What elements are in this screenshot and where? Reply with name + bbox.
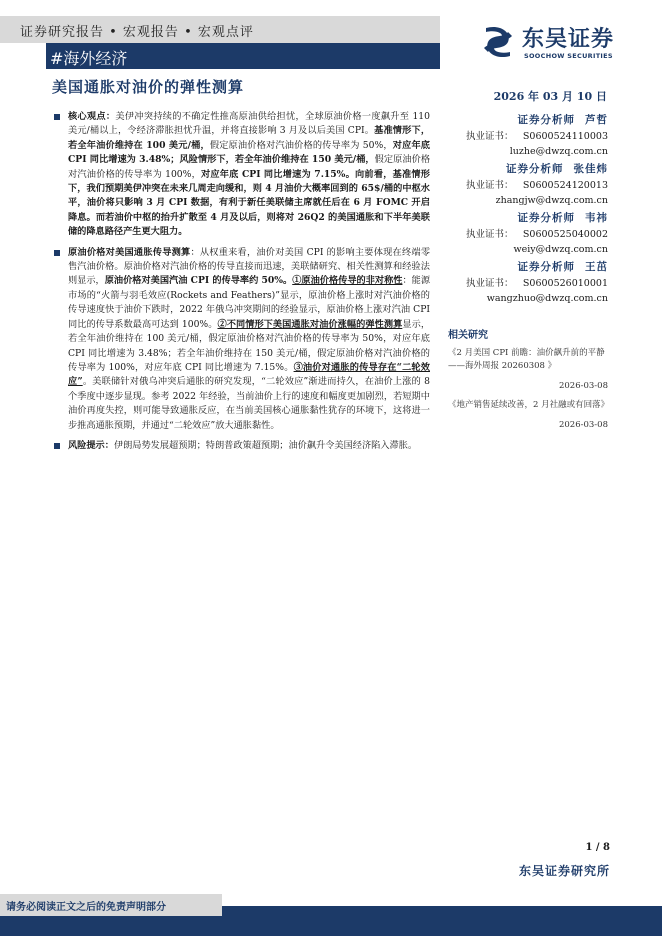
transmission-label: 原油价格对美国通胀传导测算 xyxy=(68,246,191,258)
analyst-title: 证券分析师 xyxy=(517,114,575,126)
company-logo xyxy=(478,20,648,64)
related-item[interactable]: 《2 月美国 CPI 前瞻：油价飙升前的平静——海外周报 20260308 》 xyxy=(448,348,605,371)
analyst-card xyxy=(466,259,608,306)
analyst-card xyxy=(466,161,608,208)
bullet-square-icon xyxy=(54,250,60,256)
license-number: S0600524120013 xyxy=(522,180,608,191)
logo-mark-icon xyxy=(478,22,518,62)
analyst-card xyxy=(466,112,608,159)
risk-paragraph xyxy=(52,439,430,453)
underlined-run: ①原油价格传导的非对称性 xyxy=(292,275,403,287)
footer-disclaimer: 请务必阅读正文之后的免责声明部分 xyxy=(6,902,166,913)
footer-navy-strip xyxy=(0,916,662,936)
topic-tag-band xyxy=(46,43,440,69)
bullet-square-icon xyxy=(54,443,60,449)
bold-run: 基准情形下，若全年油价维持在 100 美元/桶， xyxy=(68,125,431,151)
header-band xyxy=(0,16,440,43)
analyst-panel xyxy=(466,112,608,308)
text-run: 伊朗局势发展超预期；特朗普政策超预期；油价飙升令美国经济陷入滞胀。 xyxy=(113,439,418,451)
main-content xyxy=(52,110,430,459)
analyst-name: 张佳炜 xyxy=(573,163,608,175)
underlined-run: ③油价对通胀的传导存在“二轮效应” xyxy=(68,361,430,388)
breadcrumb: 证券研究报告 • 宏观报告 • 宏观点评 xyxy=(20,25,254,40)
analyst-title: 证券分析师 xyxy=(517,261,575,273)
logo-chinese-name: 东吴证券 xyxy=(522,27,615,52)
analyst-name: 王茁 xyxy=(585,261,608,273)
report-title: 美国通胀对油价的弹性测算 xyxy=(52,78,245,96)
license-number: S0600526010001 xyxy=(522,278,608,289)
analyst-email[interactable]: weiy@dwzq.com.cn xyxy=(513,244,608,255)
analyst-title: 证券分析师 xyxy=(517,212,575,224)
footer-institute: 东吴证券研究所 xyxy=(518,864,610,878)
bold-run: 对应年底 CPI 同比增速为 3.48%；风险情形下，若全年油价维持在 150 美元/桶， xyxy=(68,139,430,166)
analyst-email[interactable]: zhangjw@dwzq.com.cn xyxy=(495,195,608,206)
key-points-label: 核心观点： xyxy=(68,111,116,122)
license-label: 执业证书： xyxy=(466,131,514,142)
license-number: S0600525040002 xyxy=(522,229,608,240)
analyst-name: 芦哲 xyxy=(585,114,608,126)
bullet-square-icon xyxy=(54,114,60,120)
related-item[interactable]: 《地产销售延续改善，2 月社融或有回落》 xyxy=(448,400,610,410)
transmission-paragraph xyxy=(52,246,430,433)
related-heading: 相关研究 xyxy=(448,330,488,341)
text-run: ：能源市场的“火箭与羽毛效应(Rockets and Feathers)”显示，原油价格上涨时对汽油价格的传导速度快于油价下跌时，2022 年俄乌冲突期间的经验显示，原油价格上涨对汽油 CPI 同比的传导系数最高可达到 100%。 xyxy=(68,275,431,330)
text-run: ：从权重来看，油价对美国 CPI 的影响主要体现在终端零售汽油价格。原油价格对汽油价格的传导直接而迅速，美联储研究、相关性测算和经验法则显示， xyxy=(68,246,431,287)
key-points-paragraph xyxy=(52,110,430,240)
topic-tag: #海外经济 xyxy=(50,49,128,68)
license-number: S0600524110003 xyxy=(522,131,608,142)
license-label: 执业证书： xyxy=(466,278,514,289)
text-run: 假定原油价格对汽油价格的传导率为 100%， xyxy=(68,154,431,180)
license-label: 执业证书： xyxy=(466,229,514,240)
related-date: 2026-03-08 xyxy=(558,381,608,391)
analyst-card xyxy=(466,210,608,257)
analyst-email[interactable]: luzhe@dwzq.com.cn xyxy=(509,146,608,157)
page-number: 1 / 8 xyxy=(585,842,610,853)
text-run: 。美联储针对俄乌冲突后通胀的研究发现，“二轮效应”渐进而持久，在油价上涨的 8 个季度中逐步显现。参考 2022 年经验，当前油价上行的速度和幅度更加剧烈，若短期中油价再度失控，则可能导致通胀反应，在当前美国核心通胀黏性犹存的环境下，这将进一步推高通胀预期，并通过“二轮效应”放大通胀黏性。 xyxy=(68,376,430,431)
analyst-name: 韦祎 xyxy=(585,212,608,224)
report-date: 2026 年 03 月 10 日 xyxy=(493,90,607,103)
bold-run: 对应年底 CPI 同比增速为 7.15%。向前看，基准情形下，我们预期美伊冲突在未来几周走向缓和，则 4 月油价大概率回到的 65$/桶的中枢水平，油价将只影响 3 月 CPI 数据，有利于新任美联储主席就任后在 6 月 FOMC 开启降息。而若油价中枢的抬升扩散至 4 月及以后，则将对 26Q2 的美国通胀和下半年美联储的降息路径产生更大阻力。 xyxy=(68,168,430,238)
related-date: 2026-03-08 xyxy=(558,420,608,430)
text-run: 显示，若全年油价维持在 100 美元/桶，假定原油价格对汽油价格的传导率为 50%，对应年底 CPI 同比增速为 3.48%；若全年油价维持在 150 美元/桶，假定原油价格对汽油价格的传导率为 100%，对应年底 CPI 同比增速为 7.15%。 xyxy=(68,318,431,373)
analyst-title: 证券分析师 xyxy=(506,163,564,175)
analyst-email[interactable]: wangzhuo@dwzq.com.cn xyxy=(486,293,608,304)
related-research xyxy=(448,326,608,438)
underlined-run: ②不同情形下美国通胀对油价涨幅的弹性测算 xyxy=(217,318,403,330)
bold-run: 原油价格对美国汽油 CPI 的传导率约 50%。 xyxy=(104,275,293,287)
license-label: 执业证书： xyxy=(466,180,514,191)
text-run: 假定原油价格对汽油价格的传导率为 50%， xyxy=(209,139,393,151)
logo-english-name: SOOCHOW SECURITIES xyxy=(524,52,613,60)
risk-label: 风险提示： xyxy=(68,439,114,451)
text-run: 美伊冲突持续的不确定性推高原油供给担忧，全球原油价格一度飙升至 110 美元/桶以上，令经济滞胀担忧升温，并将直接影响 3 月及以后美国 CPI。 xyxy=(68,111,430,137)
footer-disclaimer-band xyxy=(0,894,222,916)
